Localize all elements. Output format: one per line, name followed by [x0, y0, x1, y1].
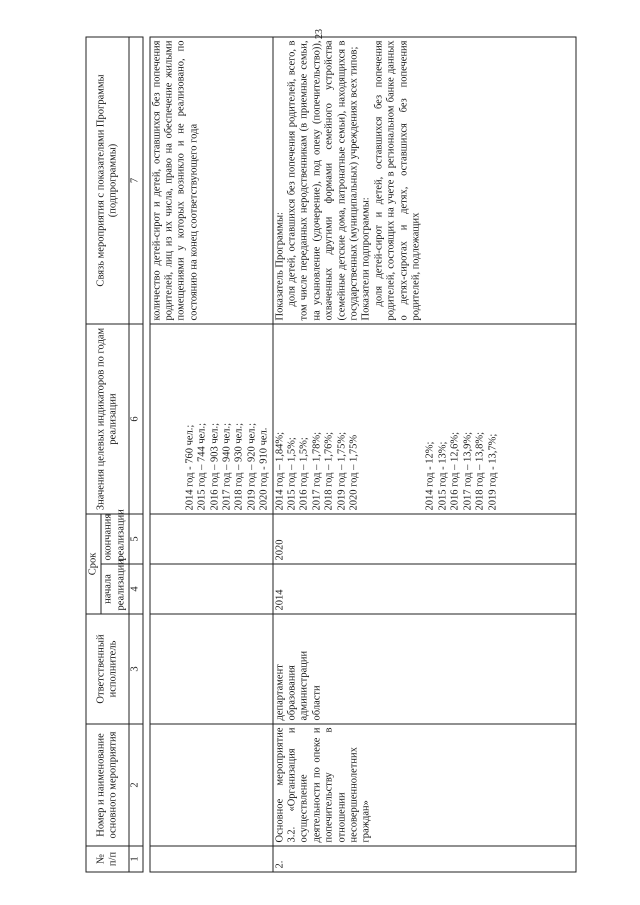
column-number: 7: [129, 37, 142, 324]
header-program-link: Связь мероприятия с показателями Программы (подпрограммы): [86, 37, 129, 324]
indicator-values-subprogram: 2014 год - 12%; 2015 год - 13%; 2016 год – 12,6%; 2017 год – 13,9%; 2018 год – 13,8%; 2019 год - 13,7%;: [424, 431, 498, 511]
column-number: 1: [129, 846, 142, 872]
activity-name: Основное мероприятие 3.2. «Организация и осуществление деятельности по опеке и попечительству в отношении несовершеннолетних граждан»: [272, 724, 575, 846]
indicator-values: 2014 год - 760 чел.; 2015 год – 744 чел.; 2016 год – 903 чел.; 2017 год – 940 чел.; 2018 год – 930 чел.; 2019 год – 920 чел.; 2020 год - 910 чел.: [149, 324, 272, 514]
page-number: 23: [314, 29, 325, 39]
program-link-cell: [272, 37, 575, 324]
program-indicator-text: доля детей, оставшихся без попечения родителей, всего, в том числе переданных неродственникам (в приемные семьи, на усыновление (удочерение), под опеку (попечительство)), охваченных другими формами семейного устройства (семейные детские дома, патронатные семьи), находящихся в государственных (муниципальных) учреждениях всех типов;: [286, 40, 360, 321]
subprogram-indicator-title: Показатели подпрограммы:: [360, 197, 372, 321]
header-row: [86, 37, 101, 872]
column-number: 3: [129, 614, 142, 724]
indicator-values-program: 2014 год – 1,84%; 2015 год – 1,5%; 2016 год – 1,5%; 2017 год – 1,78%; 2018 год – 1,76%; 2019 год – 1,75%; 2020 год – 1,75%: [273, 431, 360, 511]
program-indicator-title: Показатель Программы:: [273, 212, 285, 321]
header-num: № п/п: [86, 846, 129, 872]
table-row: [272, 37, 575, 872]
header-indicator-values: Значения целевых индикаторов по годам реализации: [86, 324, 129, 514]
header-srok: Срок: [86, 514, 101, 614]
header-end: окончания реализации: [101, 514, 129, 564]
subprogram-indicator-text: доля детей-сирот и детей, оставшихся без попечения родителей, состоящих на учете в региональном банке данных о детях-сиротах и детях, оставшихся без попечения родителей, подлежащих: [372, 40, 422, 321]
header-start: начала реализации: [101, 564, 129, 614]
table-row: [149, 37, 272, 872]
row-number: 2.: [272, 846, 575, 872]
rotated-table-sheet: [85, 38, 555, 873]
column-number: 5: [129, 514, 142, 564]
column-number-row: [129, 37, 142, 872]
indicator-values-cell: [272, 324, 575, 514]
end-year: 2020: [272, 514, 575, 564]
header-executor: Ответственный исполнитель: [86, 614, 129, 724]
executor: департамент образования администрации области: [272, 614, 575, 724]
program-link-text: количество детей-сирот и детей, оставшихся без попечения родителей, лиц из их числа, право на обеспечение жилыми помещениями у которых возникло и не реализовано, по состоянию на конец соответствующего года: [149, 37, 272, 324]
column-number: 6: [129, 324, 142, 514]
header-activity-name: Номер и наименование основного мероприятия: [86, 724, 129, 846]
start-year: 2014: [272, 564, 575, 614]
table-gap: [142, 37, 149, 872]
column-number: 4: [129, 564, 142, 614]
program-activities-table: [85, 36, 576, 872]
column-number: 2: [129, 724, 142, 846]
